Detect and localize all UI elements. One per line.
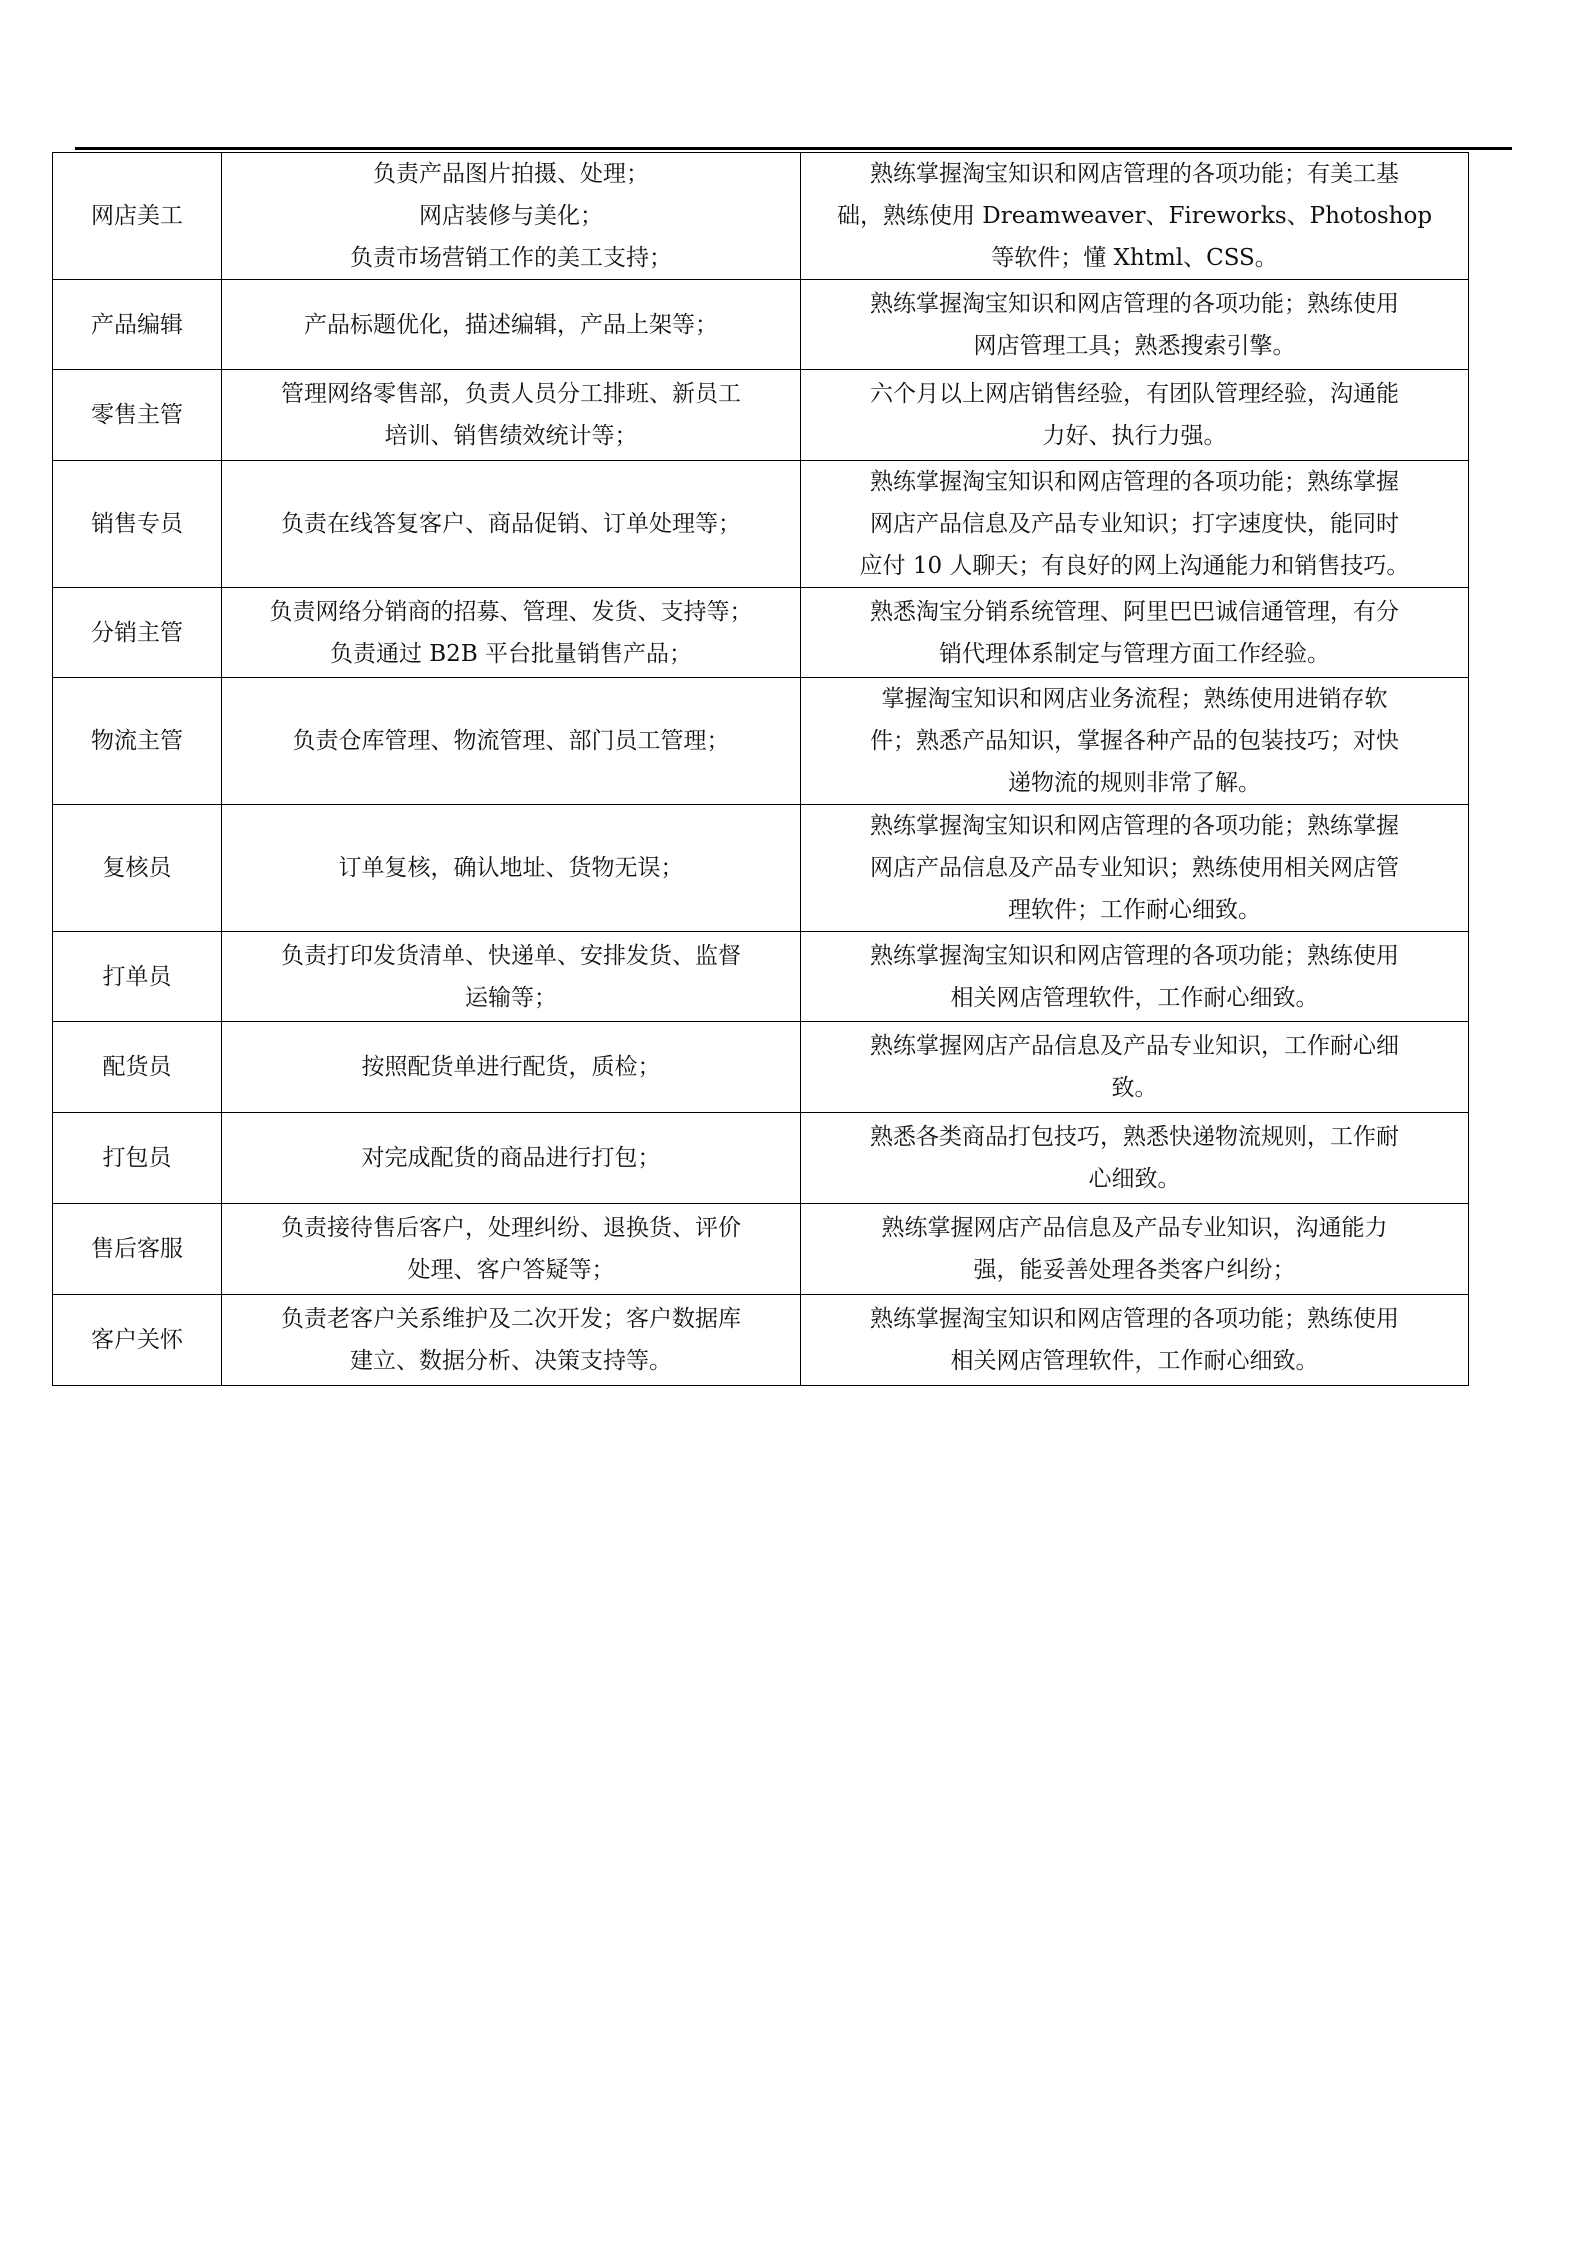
role-title-cell <box>53 1022 222 1113</box>
table-row <box>53 153 1469 280</box>
role-duty-line: 负责老客户关系维护及二次开发；客户数据库 <box>281 1306 741 1332</box>
table-row <box>53 932 1469 1022</box>
role-duty-line: 产品标题优化，描述编辑，产品上架等； <box>304 311 718 338</box>
role-duty-line: 负责仓库管理、物流管理、部门员工管理； <box>292 728 730 754</box>
job-roles-table <box>52 152 1469 1386</box>
role-title-cell <box>53 678 222 805</box>
role-requirement-line: 网店产品信息及产品专业知识；熟练使用相关网店管 <box>870 855 1399 881</box>
role-duty-line: 管理网络零售部，负责人员分工排班、新员工 <box>281 381 741 407</box>
role-duty-line: 负责产品图片拍摄、处理； <box>373 161 649 187</box>
role-duty-line: 网店装修与美化； <box>419 203 603 229</box>
role-duties-cell <box>222 461 801 588</box>
role-duty-line: 负责打印发货清单、快递单、安排发货、监督 <box>281 942 741 969</box>
role-requirement-line: 应付 10 人聊天；有良好的网上沟通能力和销售技巧。 <box>859 553 1410 579</box>
role-duties-cell <box>222 678 801 805</box>
role-requirement-line: 强，能妥善处理各类客户纠纷； <box>973 1257 1296 1283</box>
role-duties-cell <box>222 280 801 370</box>
table-row <box>53 1113 1469 1204</box>
role-requirements-cell <box>801 932 1469 1022</box>
page-header-rule <box>75 147 1512 150</box>
role-duty-line: 负责在线答复客户、商品促销、订单处理等； <box>281 511 741 537</box>
role-requirement-line: 相关网店管理软件，工作耐心细致。 <box>950 984 1319 1011</box>
role-title: 零售主管 <box>91 402 183 428</box>
role-requirement-line: 件；熟悉产品知识，掌握各种产品的包装技巧；对快 <box>870 728 1399 754</box>
role-duty-line: 负责市场营销工作的美工支持； <box>350 245 672 271</box>
role-requirements-cell <box>801 1295 1469 1386</box>
role-duty-line: 运输等； <box>465 984 557 1011</box>
role-requirement-line: 等软件；懂 Xhtml、CSS。 <box>991 245 1278 271</box>
role-requirement-line: 熟悉各类商品打包技巧，熟悉快递物流规则，工作耐 <box>870 1124 1399 1150</box>
role-requirement-line: 熟练掌握网店产品信息及产品专业知识，工作耐心细 <box>870 1033 1399 1059</box>
role-title-cell <box>53 1204 222 1295</box>
role-title: 客户关怀 <box>91 1327 183 1353</box>
role-requirements-cell <box>801 805 1469 932</box>
role-title: 售后客服 <box>91 1236 183 1262</box>
role-title-cell <box>53 588 222 678</box>
role-duty-line: 负责网络分销商的招募、管理、发货、支持等； <box>269 598 753 625</box>
role-duties-cell <box>222 1204 801 1295</box>
role-duties-cell <box>222 1295 801 1386</box>
role-title-cell <box>53 932 222 1022</box>
role-title-cell <box>53 280 222 370</box>
role-duty-line: 对完成配货的商品进行打包； <box>361 1145 661 1171</box>
role-requirements-cell <box>801 1113 1469 1204</box>
role-requirements-cell <box>801 1204 1469 1295</box>
role-requirement-line: 网店管理工具；熟悉搜索引擎。 <box>973 332 1296 359</box>
role-requirement-line: 力好、执行力强。 <box>1042 423 1227 449</box>
role-requirement-line: 熟练掌握淘宝知识和网店管理的各项功能；熟练使用 <box>870 290 1399 317</box>
role-duty-line: 订单复核，确认地址、货物无误； <box>338 855 684 881</box>
role-requirement-line: 熟练掌握淘宝知识和网店管理的各项功能；熟练掌握 <box>870 469 1399 495</box>
role-requirements-cell <box>801 461 1469 588</box>
role-title: 销售专员 <box>91 511 183 537</box>
role-requirement-line: 熟练掌握淘宝知识和网店管理的各项功能；熟练掌握 <box>870 813 1399 839</box>
role-duties-cell <box>222 932 801 1022</box>
role-requirement-line: 致。 <box>1111 1075 1158 1101</box>
role-requirement-line: 心细致。 <box>1088 1166 1181 1192</box>
table-row <box>53 588 1469 678</box>
role-title: 打包员 <box>102 1145 172 1171</box>
role-duty-line: 按照配货单进行配货，质检； <box>361 1054 661 1080</box>
table-row <box>53 678 1469 805</box>
role-title-cell <box>53 1295 222 1386</box>
role-title-cell <box>53 461 222 588</box>
role-requirement-line: 理软件；工作耐心细致。 <box>1008 897 1261 923</box>
role-requirement-line: 础，熟练使用 Dreamweaver、Fireworks、Photoshop <box>836 203 1433 229</box>
role-requirement-line: 相关网店管理软件，工作耐心细致。 <box>950 1348 1319 1374</box>
role-title: 复核员 <box>102 855 172 881</box>
role-requirement-line: 熟练掌握淘宝知识和网店管理的各项功能；熟练使用 <box>870 1306 1399 1332</box>
role-title-cell <box>53 370 222 461</box>
role-title: 产品编辑 <box>91 311 183 338</box>
table-row <box>53 370 1469 461</box>
role-duties-cell <box>222 588 801 678</box>
role-requirement-line: 销代理体系制定与管理方面工作经验。 <box>939 640 1330 667</box>
role-title: 配货员 <box>102 1054 172 1080</box>
table-row <box>53 461 1469 588</box>
role-requirements-cell <box>801 678 1469 805</box>
role-duties-cell <box>222 153 801 280</box>
role-duty-line: 培训、销售绩效统计等； <box>384 423 638 449</box>
role-requirement-line: 网店产品信息及产品专业知识；打字速度快，能同时 <box>870 511 1399 537</box>
role-requirement-line: 熟练掌握淘宝知识和网店管理的各项功能；有美工基 <box>870 161 1399 187</box>
role-requirement-line: 掌握淘宝知识和网店业务流程；熟练使用进销存软 <box>881 686 1388 712</box>
role-title: 物流主管 <box>91 728 183 754</box>
table-row <box>53 280 1469 370</box>
role-requirements-cell <box>801 370 1469 461</box>
role-title-cell <box>53 153 222 280</box>
job-roles-table-body <box>53 153 1469 1386</box>
role-requirement-line: 递物流的规则非常了解。 <box>1008 770 1261 796</box>
role-duty-line: 负责通过 B2B 平台批量销售产品； <box>329 640 693 667</box>
role-duties-cell <box>222 1113 801 1204</box>
role-title-cell <box>53 1113 222 1204</box>
role-requirement-line: 熟练掌握网店产品信息及产品专业知识，沟通能力 <box>881 1215 1388 1241</box>
role-requirements-cell <box>801 280 1469 370</box>
role-requirement-line: 熟练掌握淘宝知识和网店管理的各项功能；熟练使用 <box>870 942 1399 969</box>
table-row <box>53 1022 1469 1113</box>
role-title-cell <box>53 805 222 932</box>
table-row <box>53 1295 1469 1386</box>
role-title: 网店美工 <box>91 203 183 229</box>
table-row <box>53 805 1469 932</box>
role-duty-line: 建立、数据分析、决策支持等。 <box>350 1348 672 1374</box>
role-requirements-cell <box>801 588 1469 678</box>
table-row <box>53 1204 1469 1295</box>
role-requirement-line: 六个月以上网店销售经验，有团队管理经验，沟通能 <box>870 381 1399 407</box>
role-requirement-line: 熟悉淘宝分销系统管理、阿里巴巴诚信通管理，有分 <box>870 598 1399 625</box>
role-requirements-cell <box>801 153 1469 280</box>
role-requirements-cell <box>801 1022 1469 1113</box>
role-title: 打单员 <box>102 963 172 990</box>
role-duties-cell <box>222 805 801 932</box>
role-duties-cell <box>222 370 801 461</box>
role-duties-cell <box>222 1022 801 1113</box>
role-duty-line: 负责接待售后客户，处理纠纷、退换货、评价 <box>281 1215 741 1241</box>
role-title: 分销主管 <box>91 619 183 646</box>
role-duty-line: 处理、客户答疑等； <box>407 1257 615 1283</box>
